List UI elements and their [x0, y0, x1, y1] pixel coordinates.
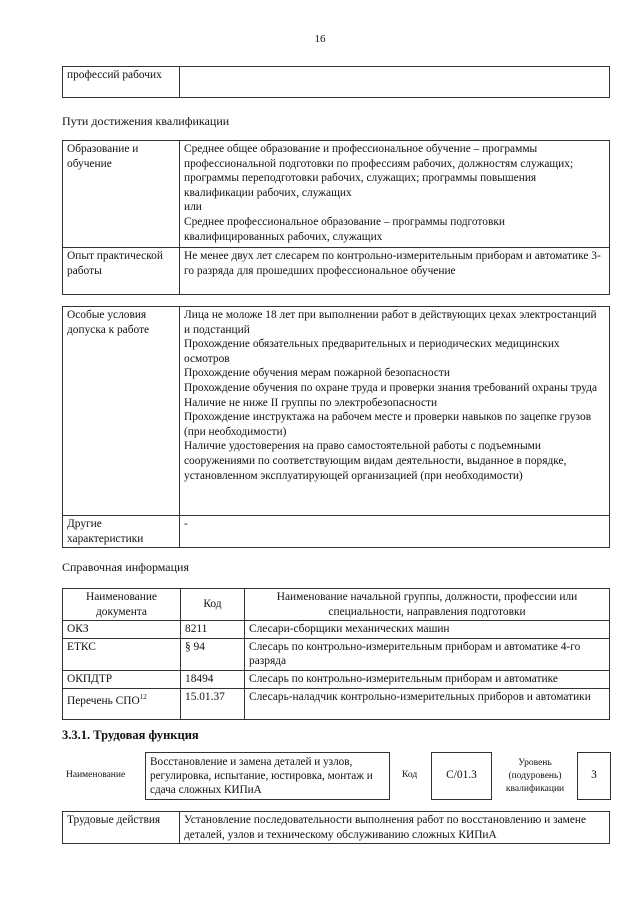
row-name: Слесарь по контрольно-измерительным приборам и автоматике 4-го разряда: [245, 638, 610, 670]
function-code-box: [431, 752, 492, 800]
condition-item: Прохождение обязательных предварительных и периодических медицинских осмотров: [184, 338, 560, 365]
header-document: Наименование документа: [63, 589, 181, 621]
reference-table: [62, 588, 610, 720]
condition-item: Прохождение обучения мерам пожарной безопасности: [184, 367, 450, 380]
table-row: [63, 248, 610, 295]
table-header-row: [63, 589, 610, 621]
experience-value: Не менее двух лет слесарем по контрольно-измерительным приборам и автоматике 3-го разряда для прошедших профессиональное обучение: [180, 248, 610, 295]
function-code-label: Код: [402, 770, 418, 780]
header-code: Код: [181, 589, 245, 621]
row-name: Слесари-сборщики механических машин: [245, 621, 610, 639]
function-title: 3.3.1. Трудовая функция: [62, 728, 199, 742]
page-number: 16: [314, 33, 326, 45]
actions-table: [62, 811, 610, 844]
header-name: Наименование начальной группы, должности, профессии или специальности, направления подготовки: [245, 589, 610, 621]
experience-label: Опыт практической работы: [63, 248, 180, 295]
actions-value: Установление последовательности выполнения работ по восстановлению и замене деталей, узлов и техническому обслуживанию сложных КИПиА: [180, 812, 610, 844]
occupation-label: профессий рабочих: [63, 67, 180, 98]
table-row: [63, 141, 610, 248]
row-doc: [63, 688, 181, 719]
education-paragraph: Среднее профессиональное образование – программы подготовки квалифицированных рабочих, служащих: [184, 215, 505, 243]
row-name: Слесарь по контрольно-измерительным приборам и автоматике: [245, 670, 610, 688]
row-code: 15.01.37: [181, 688, 245, 719]
table-row: [63, 307, 610, 516]
row-doc-text: Перечень СПО: [67, 694, 140, 707]
function-name-label: Наименование: [66, 770, 126, 780]
function-name-box: [145, 752, 390, 800]
education-table: [62, 140, 610, 295]
condition-item: Прохождение обучения по охране труда и проверки знания требований охраны труда: [184, 381, 598, 394]
row-code: § 94: [181, 638, 245, 670]
function-name-value: Восстановление и замена деталей и узлов, регулировка, испытание, юстировка, монтаж и сдача сложных КИПиА: [150, 756, 373, 796]
function-code-value: С/01.3: [446, 769, 477, 781]
actions-label: Трудовые действия: [63, 812, 180, 844]
row-code: 18494: [181, 670, 245, 688]
conditions-label: Особые условия допуска к работе: [63, 307, 180, 516]
table-row: [63, 688, 610, 719]
table-row: [63, 812, 610, 844]
education-paragraph: Среднее общее образование и профессиональное обучение – программы профессиональной подготовки по профессиям рабочих, должностям служащих; программы переподготовки рабочих, служащих; программы повышения квалификации рабочих, служащих: [184, 143, 574, 199]
function-level-label: Уровень (подуровень) квалификации: [505, 758, 565, 794]
occupation-value: [180, 67, 610, 98]
conditions-table: [62, 306, 610, 548]
paths-title: Пути достижения квалификации: [62, 114, 230, 128]
table-row: [63, 670, 610, 688]
conditions-value: [180, 307, 610, 516]
footnote-ref: 12: [139, 692, 147, 701]
condition-item: Лица не моложе 18 лет при выполнении работ в действующих цехах электростанций и подстанций: [184, 309, 597, 336]
table-row: [63, 67, 610, 98]
row-code: 8211: [181, 621, 245, 639]
table-row: [63, 638, 610, 670]
row-name: Слесарь-наладчик контрольно-измерительных приборов и автоматики: [245, 688, 610, 719]
row-doc: ЕТКС: [63, 638, 181, 670]
condition-item: Наличие удостоверения на право самостоятельной работы с подъемными сооружениями по соответствующим видам деятельности, выданное в порядке, установленном эксплуатирующей организацией (при необходимости): [184, 440, 567, 482]
education-or: или: [184, 201, 202, 214]
row-doc: ОКЗ: [63, 621, 181, 639]
education-label: Образование и обучение: [63, 141, 180, 248]
condition-item: Прохождение инструктажа на рабочем месте и проверки навыков по зацепке грузов (при необходимости): [184, 411, 592, 438]
education-value: [180, 141, 610, 248]
condition-item: Наличие не ниже II группы по электробезопасности: [184, 396, 438, 409]
reference-title: Справочная информация: [62, 560, 189, 574]
row-doc: ОКПДТР: [63, 670, 181, 688]
other-label: Другие характеристики: [63, 516, 180, 548]
function-level-box: [577, 752, 611, 800]
occupation-table: [62, 66, 610, 98]
table-row: [63, 516, 610, 548]
function-level-value: 3: [591, 769, 597, 781]
other-value: -: [180, 516, 610, 548]
table-row: [63, 621, 610, 639]
